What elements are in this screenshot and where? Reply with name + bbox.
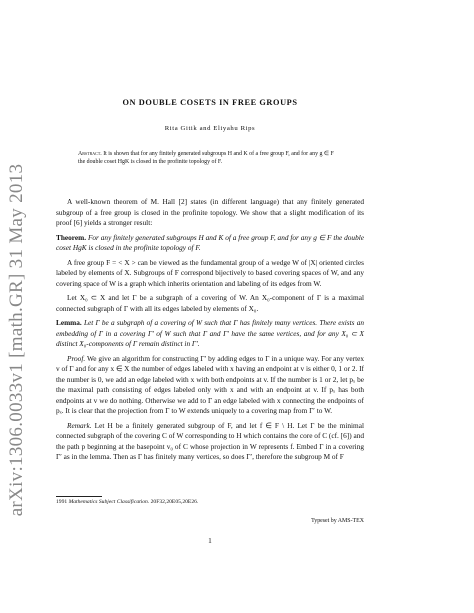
component-paragraph: Let X₀ ⊂ X and let Γ be a subgraph of a covering of W. An X₀-component of Γ is a maximal connected subgraph of Γ with all its edges labeled by elements of X₀. — [56, 293, 364, 313]
theorem-statement: For any finitely generated subgroups H and K of a free group F, and for any g ∈ F the double coset HgK is closed in the profinite topology of F. — [56, 232, 364, 252]
arxiv-identifier-text: arXiv:1306.0033v1 [math.GR] 31 May 2013 — [6, 163, 27, 517]
paper-title: ON DOUBLE COSETS IN FREE GROUPS — [122, 98, 298, 107]
arxiv-identifier-stamp — [2, 100, 32, 580]
intro-paragraph: A well-known theorem of M. Hall [2] states (in different language) that any finitely generated subgroup of a free group is closed in the profinite topology. We show that a slight modification of its proof [6] yields a stronger result: — [56, 197, 364, 227]
footnote — [56, 499, 364, 505]
footnote-msc-codes: 20F32,20E05,20E26. — [149, 499, 199, 505]
free-group-paragraph: A free group F = < X > can be viewed as the fundamental group of a wedge W of |X| oriented circles labeled by elements of X. Subgroups of F correspond bijectively to based covering spaces of W, and any covering space of W is a graph which inherits orientation and labeling of its edges from W. — [56, 257, 364, 288]
remark-text: Let H be a finitely generated subgroup of F, and let f ∈ F \ H. Let Γ be the minimal connected subgraph of the covering C of W corresponding to H which contains the core of C (cf. [6]) and the path p beginning at the basepoint v₀ of C whose projection in W represents f. Embed Γ in a covering Γ′ as in the lemma. Then as Γ has finitely many vertices, so does Γ′, therefore the subgroup M of F — [56, 420, 364, 461]
lemma-statement: Let Γ be a subgraph of a covering of W such that Γ has finitely many vertices. There exists an embedding of Γ in a covering Γ′ of W such that Γ and Γ′ have the same vertices, and for any X₀ ⊂ X distinct X₀-components of Γ remain distinct in Γ′. — [56, 318, 365, 348]
paper-authors: Rita Gitik and Eliyahu Rips — [164, 125, 256, 132]
theorem-label: Theorem. — [56, 232, 87, 242]
footnote-year: 1991 — [56, 499, 69, 505]
lemma-label: Lemma. — [56, 318, 82, 327]
footnote-msc-label: Mathematics Subject Classification. — [68, 499, 150, 505]
remark-label: Remark. — [67, 420, 92, 430]
remark-block — [56, 421, 364, 463]
paper-body — [56, 197, 364, 467]
footnote-rule — [56, 496, 102, 497]
abstract-block — [78, 150, 342, 166]
abstract-text: It is shown that for any finitely generated subgroups H and K of a free group F, and for any g ∈ F the double coset HgK is closed in the profinite topology of F. — [78, 151, 334, 166]
typeset-note: Typeset by AMS-TEX — [311, 518, 364, 524]
abstract-label: Abstract. — [78, 151, 102, 157]
theorem-block — [56, 233, 364, 254]
lemma-block — [56, 318, 364, 350]
proof-block — [56, 354, 364, 417]
page-number: 1 — [208, 536, 212, 545]
proof-text: We give an algorithm for constructing Γ′ by adding edges to Γ in a unique way. For any vertex v of Γ and for any x ∈ X the number of edges labeled with x having an endpoint at v is either 0, 1 or 2. If the number is 0, we add an edge labeled with x with both endpoints at v. If the number is 1 or 2, let pₓ be the maximal path consisting of edges labeled only with x and with an endpoint at v. If pₓ has both endpoints at v we do nothing. Otherwise we add to Γ an edge labeled with x connecting the endpoints of pₓ. It is clear that the projection from Γ to W extends uniquely to a covering map from Γ′ to W. — [56, 353, 364, 415]
proof-label: Proof. — [67, 353, 86, 363]
